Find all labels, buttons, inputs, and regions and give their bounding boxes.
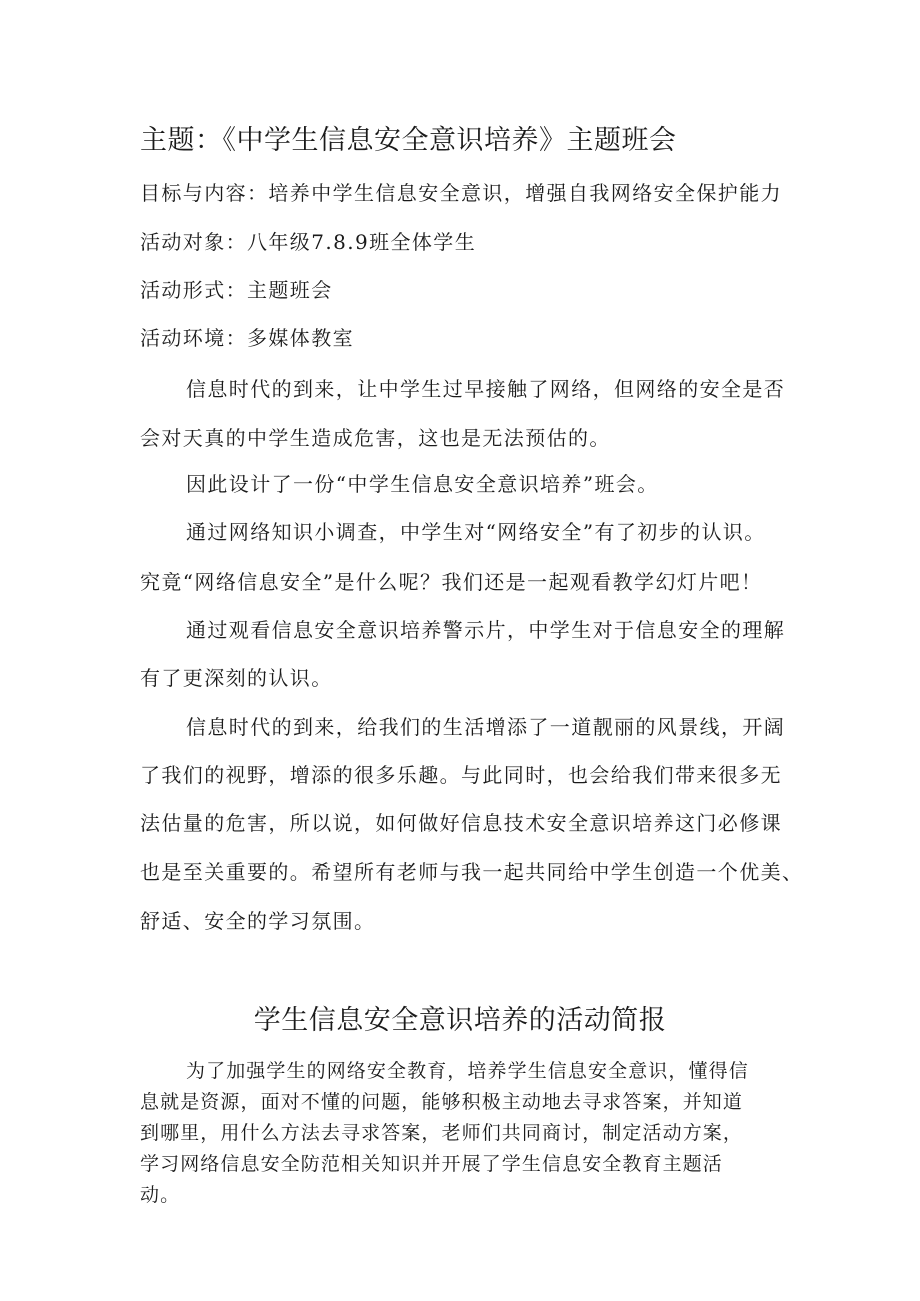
body-line: 舒适、安全的学习氛围。 [140, 909, 376, 933]
section-line: 动。 [140, 1184, 181, 1206]
body-line: 会对天真的中学生造成危害，这也是无法预估的。 [140, 426, 611, 450]
body-line: 信息时代的到来，让中学生过早接触了网络，但网络的安全是否 [186, 377, 786, 401]
body-line: 通过观看信息安全意识培养警示片，中学生对于信息安全的理解 [186, 618, 786, 642]
body-line: 通过网络知识小调查，中学生对“网络安全”有了初步的认识。 [186, 520, 766, 544]
body-line: 有了更深刻的认识。 [140, 666, 333, 690]
section-line: 学习网络信息安全防范相关知识并开展了学生信息安全教育主题活 [140, 1153, 723, 1175]
body-line: 法估量的危害，所以说，如何做好信息技术安全意识培养这门必修课 [140, 811, 782, 835]
body-line: 因此设计了一份“中学生信息安全意识培养”班会。 [186, 472, 659, 496]
document-title: 主题：《中学生信息安全意识培养》主题班会 [140, 125, 677, 156]
meta-audience: 活动对象：八年级7.8.9班全体学生 [140, 230, 477, 254]
meta-format: 活动形式：主题班会 [140, 278, 333, 302]
section-line: 息就是资源，面对不懂的问题，能够积极主动地去寻求答案，并知道 [140, 1091, 744, 1113]
body-line: 究竟“网络信息安全”是什么呢？我们还是一起观看教学幻灯片吧！ [140, 570, 763, 594]
meta-venue: 活动环境：多媒体教室 [140, 326, 354, 350]
body-line: 也是至关重要的。希望所有老师与我一起共同给中学生创造一个优美、 [140, 860, 804, 884]
meta-goal: 目标与内容：培养中学生信息安全意识，增强自我网络安全保护能力 [140, 181, 782, 205]
section-line: 到哪里，用什么方法去寻求答案，老师们共同商讨，制定活动方案， [140, 1122, 744, 1144]
body-line: 信息时代的到来，给我们的生活增添了一道靓丽的风景线，开阔 [186, 715, 786, 739]
section-line: 为了加强学生的网络安全教育，培养学生信息安全意识，懂得信 [186, 1060, 749, 1082]
section-title: 学生信息安全意识培养的活动简报 [253, 1005, 667, 1036]
body-line: 了我们的视野，增添的很多乐趣。与此同时，也会给我们带来很多无 [140, 763, 782, 787]
